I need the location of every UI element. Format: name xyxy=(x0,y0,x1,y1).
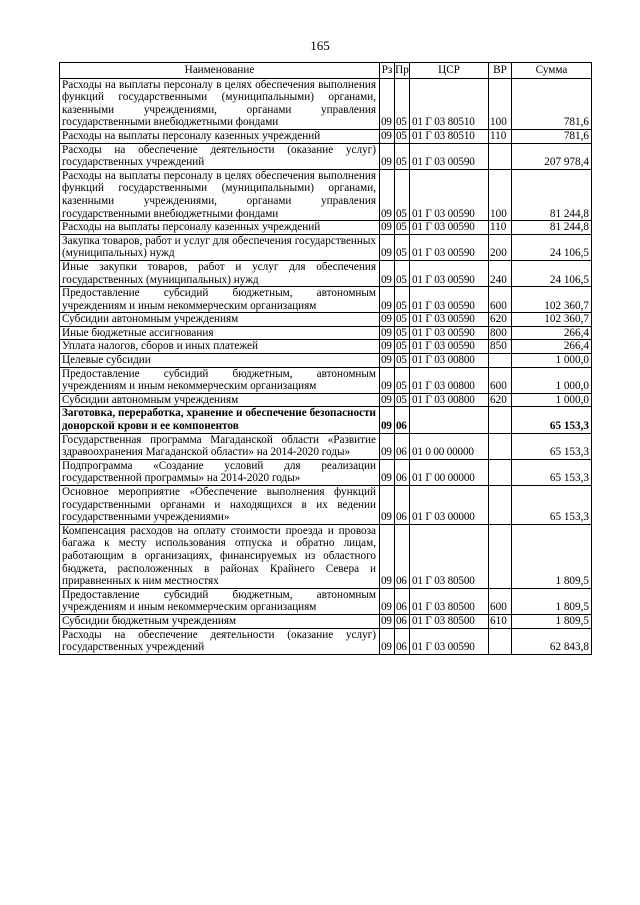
cell-csr: 01 Г 03 80510 xyxy=(410,78,489,129)
cell-csr: 01 Г 03 80500 xyxy=(410,524,489,588)
cell-name: Субсидии автономным учреждениям xyxy=(60,393,380,407)
cell-rz: 09 xyxy=(380,169,395,220)
table-body xyxy=(60,78,592,654)
cell-csr: 01 Г 03 00590 xyxy=(410,260,489,286)
cell-name: Расходы на выплаты персоналу казенных учреждений xyxy=(60,221,380,235)
table-row xyxy=(60,524,592,588)
cell-pr: 05 xyxy=(395,340,410,354)
table-row xyxy=(60,340,592,354)
cell-name: Заготовка, переработка, хранение и обеспечение безопасности донорской крови и ее компонентов xyxy=(60,407,380,433)
table-row xyxy=(60,486,592,525)
cell-pr: 06 xyxy=(395,628,410,654)
cell-pr: 05 xyxy=(395,260,410,286)
cell-vr: 620 xyxy=(489,393,512,407)
cell-rz: 09 xyxy=(380,78,395,129)
cell-csr: 01 Г 03 80500 xyxy=(410,614,489,628)
cell-pr: 05 xyxy=(395,354,410,368)
table-row xyxy=(60,459,592,485)
table-row xyxy=(60,407,592,433)
cell-pr: 05 xyxy=(395,169,410,220)
cell-name: Предоставление субсидий бюджетным, автономным учреждениям и иным некоммерческим организациям xyxy=(60,367,380,393)
cell-csr: 01 Г 03 00590 xyxy=(410,313,489,327)
cell-rz: 09 xyxy=(380,129,395,143)
cell-vr: 610 xyxy=(489,614,512,628)
cell-vr: 110 xyxy=(489,221,512,235)
cell-csr: 01 0 00 00000 xyxy=(410,433,489,459)
cell-sum: 1 000,0 xyxy=(512,367,592,393)
cell-name: Целевые субсидии xyxy=(60,354,380,368)
cell-pr: 05 xyxy=(395,221,410,235)
cell-name: Субсидии бюджетным учреждениям xyxy=(60,614,380,628)
cell-vr xyxy=(489,433,512,459)
cell-csr: 01 Г 03 00590 xyxy=(410,326,489,340)
cell-vr: 240 xyxy=(489,260,512,286)
cell-name: Расходы на выплаты персоналу в целях обеспечения выполнения функций государственными (муниципальными) органами, казенными учреждениями, органами управления государственными внебюджетными фондами xyxy=(60,78,380,129)
cell-pr: 05 xyxy=(395,326,410,340)
table-row xyxy=(60,588,592,614)
table-row xyxy=(60,287,592,313)
cell-name: Предоставление субсидий бюджетным, автономным учреждениям и иным некоммерческим организациям xyxy=(60,287,380,313)
cell-vr: 100 xyxy=(489,78,512,129)
cell-name: Уплата налогов, сборов и иных платежей xyxy=(60,340,380,354)
cell-csr xyxy=(410,407,489,433)
header-name: Наименование xyxy=(60,63,380,79)
cell-pr: 05 xyxy=(395,129,410,143)
table-row xyxy=(60,129,592,143)
cell-vr: 850 xyxy=(489,340,512,354)
cell-sum: 1 809,5 xyxy=(512,524,592,588)
cell-csr: 01 Г 03 00800 xyxy=(410,354,489,368)
cell-pr: 06 xyxy=(395,433,410,459)
cell-rz: 09 xyxy=(380,313,395,327)
cell-csr: 01 Г 00 00000 xyxy=(410,459,489,485)
cell-sum: 65 153,3 xyxy=(512,459,592,485)
table-row xyxy=(60,260,592,286)
cell-rz: 09 xyxy=(380,326,395,340)
table-row xyxy=(60,221,592,235)
cell-csr: 01 Г 03 00800 xyxy=(410,393,489,407)
cell-rz: 09 xyxy=(380,628,395,654)
table-row xyxy=(60,326,592,340)
table-row xyxy=(60,354,592,368)
table-header-row xyxy=(60,63,592,79)
cell-pr: 06 xyxy=(395,524,410,588)
cell-rz: 09 xyxy=(380,367,395,393)
cell-sum: 24 106,5 xyxy=(512,234,592,260)
cell-rz: 09 xyxy=(380,143,395,169)
cell-pr: 06 xyxy=(395,614,410,628)
cell-pr: 06 xyxy=(395,407,410,433)
cell-sum: 781,6 xyxy=(512,129,592,143)
cell-vr: 600 xyxy=(489,287,512,313)
cell-name: Расходы на выплаты персоналу казенных учреждений xyxy=(60,129,380,143)
cell-sum: 1 000,0 xyxy=(512,393,592,407)
cell-sum: 81 244,8 xyxy=(512,221,592,235)
cell-rz: 09 xyxy=(380,486,395,525)
cell-csr: 01 Г 03 00590 xyxy=(410,169,489,220)
cell-pr: 05 xyxy=(395,313,410,327)
cell-sum: 102 360,7 xyxy=(512,287,592,313)
cell-rz: 09 xyxy=(380,407,395,433)
table-row xyxy=(60,143,592,169)
table-row xyxy=(60,614,592,628)
cell-csr: 01 Г 03 00800 xyxy=(410,367,489,393)
cell-csr: 01 Г 03 00590 xyxy=(410,287,489,313)
header-pr: Пр xyxy=(395,63,410,79)
cell-sum: 1 000,0 xyxy=(512,354,592,368)
table-row xyxy=(60,628,592,654)
cell-pr: 05 xyxy=(395,234,410,260)
cell-pr: 05 xyxy=(395,393,410,407)
cell-pr: 05 xyxy=(395,287,410,313)
table-row xyxy=(60,367,592,393)
cell-vr xyxy=(489,524,512,588)
header-rz: Рз xyxy=(380,63,395,79)
cell-vr xyxy=(489,407,512,433)
cell-vr xyxy=(489,486,512,525)
cell-sum: 266,4 xyxy=(512,340,592,354)
header-vr: ВР xyxy=(489,63,512,79)
table-row xyxy=(60,313,592,327)
cell-sum: 1 809,5 xyxy=(512,588,592,614)
cell-pr: 05 xyxy=(395,367,410,393)
cell-vr: 620 xyxy=(489,313,512,327)
cell-vr xyxy=(489,354,512,368)
cell-name: Иные бюджетные ассигнования xyxy=(60,326,380,340)
cell-rz: 09 xyxy=(380,234,395,260)
cell-sum: 781,6 xyxy=(512,78,592,129)
cell-sum: 207 978,4 xyxy=(512,143,592,169)
cell-csr: 01 Г 03 80510 xyxy=(410,129,489,143)
cell-sum: 102 360,7 xyxy=(512,313,592,327)
cell-sum: 24 106,5 xyxy=(512,260,592,286)
cell-sum: 266,4 xyxy=(512,326,592,340)
cell-name: Расходы на обеспечение деятельности (оказание услуг) государственных учреждений xyxy=(60,143,380,169)
cell-name: Компенсация расходов на оплату стоимости проезда и провоза багажа к месту использования отпуска и обратно лицам, работающим в организациях, финансируемых из областного бюджета, расположенных в районах Крайнего Севера и приравненных к ним местностях xyxy=(60,524,380,588)
cell-csr: 01 Г 03 00590 xyxy=(410,340,489,354)
cell-pr: 06 xyxy=(395,486,410,525)
cell-rz: 09 xyxy=(380,433,395,459)
cell-pr: 05 xyxy=(395,143,410,169)
table-row xyxy=(60,169,592,220)
cell-rz: 09 xyxy=(380,524,395,588)
cell-vr: 100 xyxy=(489,169,512,220)
cell-name: Закупка товаров, работ и услуг для обеспечения государственных (муниципальных) нужд xyxy=(60,234,380,260)
cell-csr: 01 Г 03 80500 xyxy=(410,588,489,614)
header-sum: Сумма xyxy=(512,63,592,79)
header-csr: ЦСР xyxy=(410,63,489,79)
cell-name: Субсидии автономным учреждениям xyxy=(60,313,380,327)
cell-pr: 05 xyxy=(395,78,410,129)
cell-csr: 01 Г 03 00590 xyxy=(410,234,489,260)
cell-vr: 200 xyxy=(489,234,512,260)
cell-rz: 09 xyxy=(380,260,395,286)
cell-name: Подпрограмма «Создание условий для реализации государственной программы» на 2014-2020 годы» xyxy=(60,459,380,485)
cell-rz: 09 xyxy=(380,588,395,614)
table-row xyxy=(60,78,592,129)
cell-vr xyxy=(489,628,512,654)
cell-sum: 1 809,5 xyxy=(512,614,592,628)
cell-rz: 09 xyxy=(380,221,395,235)
cell-csr: 01 Г 03 00590 xyxy=(410,221,489,235)
cell-name: Расходы на выплаты персоналу в целях обеспечения выполнения функций государственными (муниципальными) органами, казенными учреждениями, органами управления государственными внебюджетными фондами xyxy=(60,169,380,220)
cell-name: Основное мероприятие «Обеспечение выполнения функций государственными органами и находящихся в их ведении государственными учреждениями» xyxy=(60,486,380,525)
cell-sum: 62 843,8 xyxy=(512,628,592,654)
table-row xyxy=(60,393,592,407)
cell-sum: 65 153,3 xyxy=(512,433,592,459)
table-row xyxy=(60,234,592,260)
cell-csr: 01 Г 03 00590 xyxy=(410,143,489,169)
cell-rz: 09 xyxy=(380,393,395,407)
cell-vr xyxy=(489,143,512,169)
cell-rz: 09 xyxy=(380,459,395,485)
cell-name: Предоставление субсидий бюджетным, автономным учреждениям и иным некоммерческим организациям xyxy=(60,588,380,614)
budget-table xyxy=(59,62,592,655)
cell-rz: 09 xyxy=(380,354,395,368)
cell-rz: 09 xyxy=(380,287,395,313)
cell-vr: 110 xyxy=(489,129,512,143)
cell-sum: 65 153,3 xyxy=(512,486,592,525)
cell-pr: 06 xyxy=(395,588,410,614)
cell-vr: 600 xyxy=(489,588,512,614)
cell-vr xyxy=(489,459,512,485)
cell-vr: 600 xyxy=(489,367,512,393)
cell-csr: 01 Г 03 00590 xyxy=(410,628,489,654)
cell-name: Государственная программа Магаданской области «Развитие здравоохранения Магаданской области» на 2014-2020 годы» xyxy=(60,433,380,459)
cell-pr: 06 xyxy=(395,459,410,485)
cell-csr: 01 Г 03 00000 xyxy=(410,486,489,525)
cell-sum: 81 244,8 xyxy=(512,169,592,220)
cell-vr: 800 xyxy=(489,326,512,340)
page-number: 165 xyxy=(310,38,330,53)
cell-name: Иные закупки товаров, работ и услуг для обеспечения государственных (муниципальных) нужд xyxy=(60,260,380,286)
cell-rz: 09 xyxy=(380,614,395,628)
cell-name: Расходы на обеспечение деятельности (оказание услуг) государственных учреждений xyxy=(60,628,380,654)
cell-sum: 65 153,3 xyxy=(512,407,592,433)
table-row xyxy=(60,433,592,459)
cell-rz: 09 xyxy=(380,340,395,354)
